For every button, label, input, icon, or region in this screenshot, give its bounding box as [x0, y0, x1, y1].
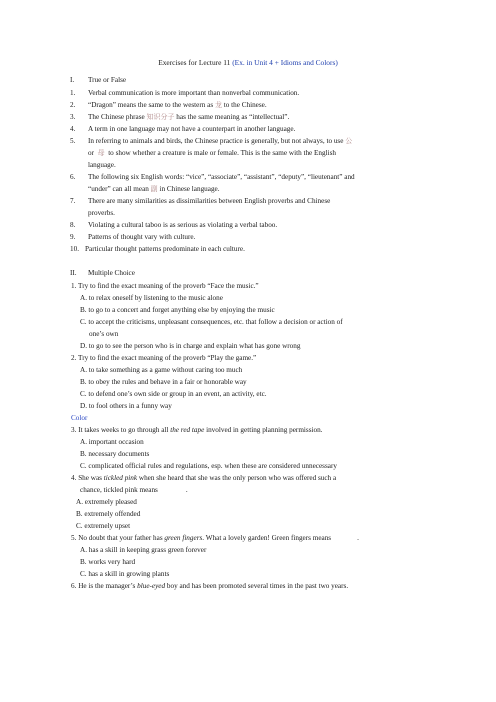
item-text-part: “Dragon” means the same to the western as [88, 101, 215, 109]
stem-text: chance, tickled pink means [80, 486, 158, 494]
item-text: The following six English words: “vice”, “associate”, “assistant”, “deputy”, “lieutenant” and [88, 173, 355, 181]
title-text: Exercises for Lecture 11 [158, 58, 233, 67]
mc-q1-option-c: C. to accept the criticisms, unpleasant consequences, etc. that follow a decision or action of [80, 318, 343, 326]
mc-q1-option-b: B. to go to a concert and forget anything else by enjoying the music [80, 306, 275, 314]
mc-q3-option-b: B. necessary documents [80, 450, 150, 458]
mc-q1-option-a: A. to relax oneself by listening to the music alone [80, 294, 223, 302]
item-text: language. [88, 161, 116, 169]
chinese-term: 公 [345, 137, 353, 145]
item-text: proverbs. [88, 209, 115, 217]
section-2-number: II. [70, 269, 77, 277]
item-text [88, 137, 352, 146]
stem-text: . What a lovely garden! Green fingers means [202, 534, 332, 542]
mc-q6-stem [71, 582, 348, 591]
stem-text: . [185, 486, 188, 494]
chinese-term: 母 [97, 149, 105, 157]
item-text: Particular thought patterns predominate in each culture. [85, 245, 245, 253]
item-text [88, 185, 220, 194]
stem-text: 5. No doubt that your father has [71, 534, 165, 542]
stem-text: involved in getting planning permission. [204, 426, 323, 434]
section-2-label: Multiple Choice [88, 269, 135, 277]
mc-q3-option-c: C. complicated official rules and regulations, esp. when these are considered unnecessary [80, 462, 337, 470]
item-text-part: In referring to animals and birds, the Chinese practice is generally, but not always, to use [88, 137, 344, 145]
item-number: 5. [70, 137, 76, 145]
stem-text: 6. He is the manager’s [71, 582, 138, 590]
mc-q4-option-c: C. extremely upset [76, 522, 131, 530]
mc-q4-stem [71, 474, 336, 483]
mc-q5-stem [71, 534, 359, 543]
item-number: 8. [70, 221, 76, 229]
chinese-term: 知识分子 [146, 113, 175, 121]
mc-q2-option-a: A. to take something as a game without caring too much [80, 366, 243, 374]
mc-q4-option-b: B. extremely offended [76, 510, 141, 518]
item-number: 4. [70, 125, 76, 133]
item-text-part: The Chinese phrase [88, 113, 147, 121]
mc-q5-option-a: A. has a skill in keeping grass green forever [80, 546, 207, 554]
section-1-heading [70, 76, 126, 85]
mc-q1-option-d: D. to go to see the person who is in charge and explain what has gone wrong [80, 342, 301, 350]
item-text [88, 113, 289, 122]
page-title [0, 58, 496, 67]
item-number: 3. [70, 113, 76, 121]
item-text-part: has the same meaning as “intellectual”. [174, 113, 290, 121]
item-number: 10. [70, 245, 79, 253]
item-number: 7. [70, 197, 76, 205]
mc-q2-stem: 2. Try to find the exact meaning of the proverb “Play the game.” [71, 354, 257, 362]
mc-q5-option-c: C. has a skill in growing plants [80, 570, 170, 578]
mc-q4-stem-line-2 [80, 486, 188, 495]
section-2-heading [70, 269, 135, 278]
title-link-text: (Ex. in Unit 4 + Idioms and Colors) [232, 58, 338, 67]
item-number: 2. [70, 101, 76, 109]
item-text [88, 149, 336, 158]
mc-q3-stem [71, 426, 322, 435]
chinese-term: 副 [150, 185, 158, 193]
item-text-part: in Chinese language. [157, 185, 220, 193]
idiom-text: the red tape [170, 426, 205, 434]
mc-q5-option-b: B. works very hard [80, 558, 136, 566]
idiom-text: green fingers [164, 534, 203, 542]
color-subheading: Color [71, 414, 88, 422]
mc-q2-option-b: B. to obey the rules and behave in a fair or honorable way [80, 378, 247, 386]
item-text-part: to the Chinese. [221, 101, 267, 109]
stem-text: . [357, 534, 359, 542]
idiom-text: tickled pink [103, 474, 138, 482]
item-text: Verbal communication is more important than nonverbal communication. [88, 89, 300, 97]
section-1-number: I. [70, 76, 75, 84]
item-text [88, 101, 267, 110]
item-text: Patterns of thought vary with culture. [88, 233, 196, 241]
stem-text: 4. She was [71, 474, 104, 482]
item-text: Violating a cultural taboo is as serious as violating a verbal taboo. [88, 221, 278, 229]
item-number: 6. [70, 173, 76, 181]
item-text: A term in one language may not have a counterpart in another language. [88, 125, 296, 133]
mc-q1-stem: 1. Try to find the exact meaning of the proverb “Face the music.” [71, 282, 259, 290]
stem-text: boy and has been promoted several times in the past two years. [165, 582, 349, 590]
chinese-term: 龙 [214, 101, 222, 109]
item-text-part: to show whether a creature is male or female. This is the same with the English [108, 149, 336, 157]
mc-q2-option-d: D. to fool others in a funny way [80, 402, 172, 410]
stem-text: 3. It takes weeks to go through all [71, 426, 171, 434]
item-text: There are many similarities as dissimilarities between English proverbs and Chinese [88, 197, 331, 205]
item-text-part: or [88, 149, 94, 157]
section-1-label: True or False [88, 76, 127, 84]
stem-text: when she heard that she was the only person who was offered such a [137, 474, 337, 482]
item-number: 1. [70, 89, 76, 97]
item-text-part: “under” can all mean [88, 185, 151, 193]
mc-q3-option-a: A. important occasion [80, 438, 144, 446]
idiom-text: blue-eyed [137, 582, 166, 590]
mc-q1-option-c-line-2: one’s own [89, 330, 119, 338]
mc-q4-option-a: A. extremely pleased [76, 498, 137, 506]
item-number: 9. [70, 233, 76, 241]
mc-q2-option-c: C. to defend one’s own side or group in an event, an activity, etc. [80, 390, 267, 398]
